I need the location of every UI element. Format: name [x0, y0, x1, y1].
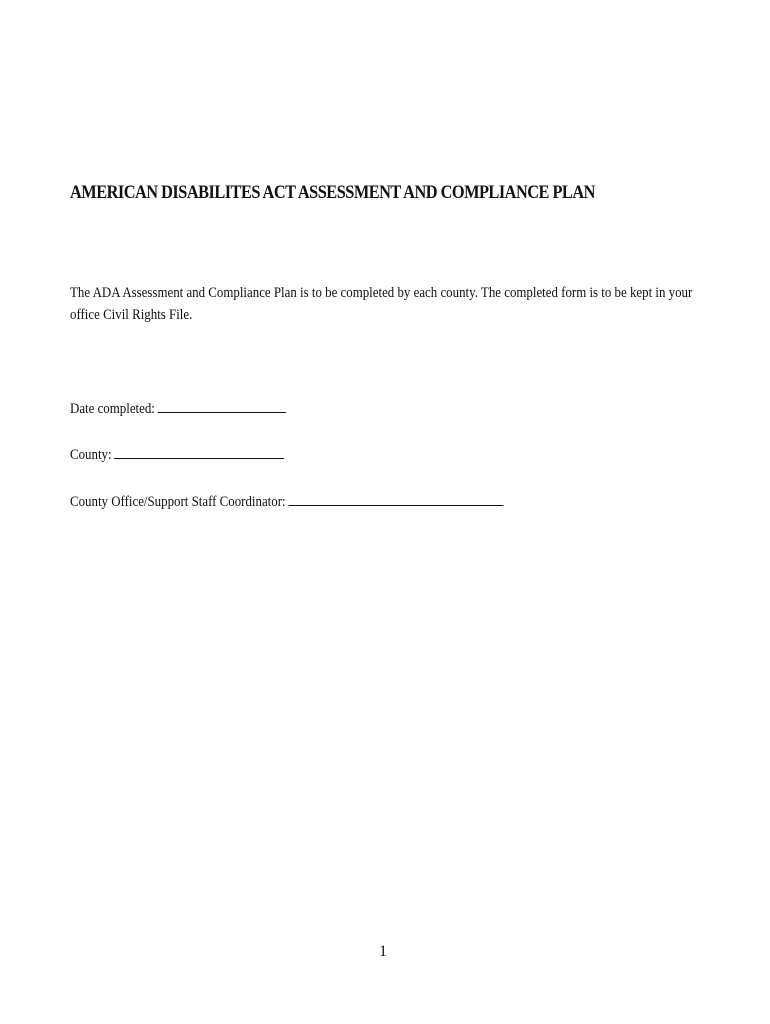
date-completed-blank[interactable]	[157, 397, 285, 413]
date-completed-label: Date completed:	[70, 401, 155, 417]
coordinator-blank[interactable]	[288, 490, 503, 506]
county-field	[70, 443, 284, 464]
date-completed-field	[70, 397, 286, 418]
page-number: 1	[379, 943, 387, 960]
coordinator-field	[70, 490, 503, 511]
coordinator-label: County Office/Support Staff Coordinator:	[70, 494, 286, 510]
county-label: County:	[70, 447, 112, 463]
intro-paragraph: The ADA Assessment and Compliance Plan is to be completed by each county. The completed form is to be kept in your office Civil Rights File.	[70, 285, 693, 323]
document-title: AMERICAN DISABILITES ACT ASSESSMENT AND COMPLIANCE PLAN	[70, 182, 595, 203]
county-blank[interactable]	[114, 443, 284, 459]
